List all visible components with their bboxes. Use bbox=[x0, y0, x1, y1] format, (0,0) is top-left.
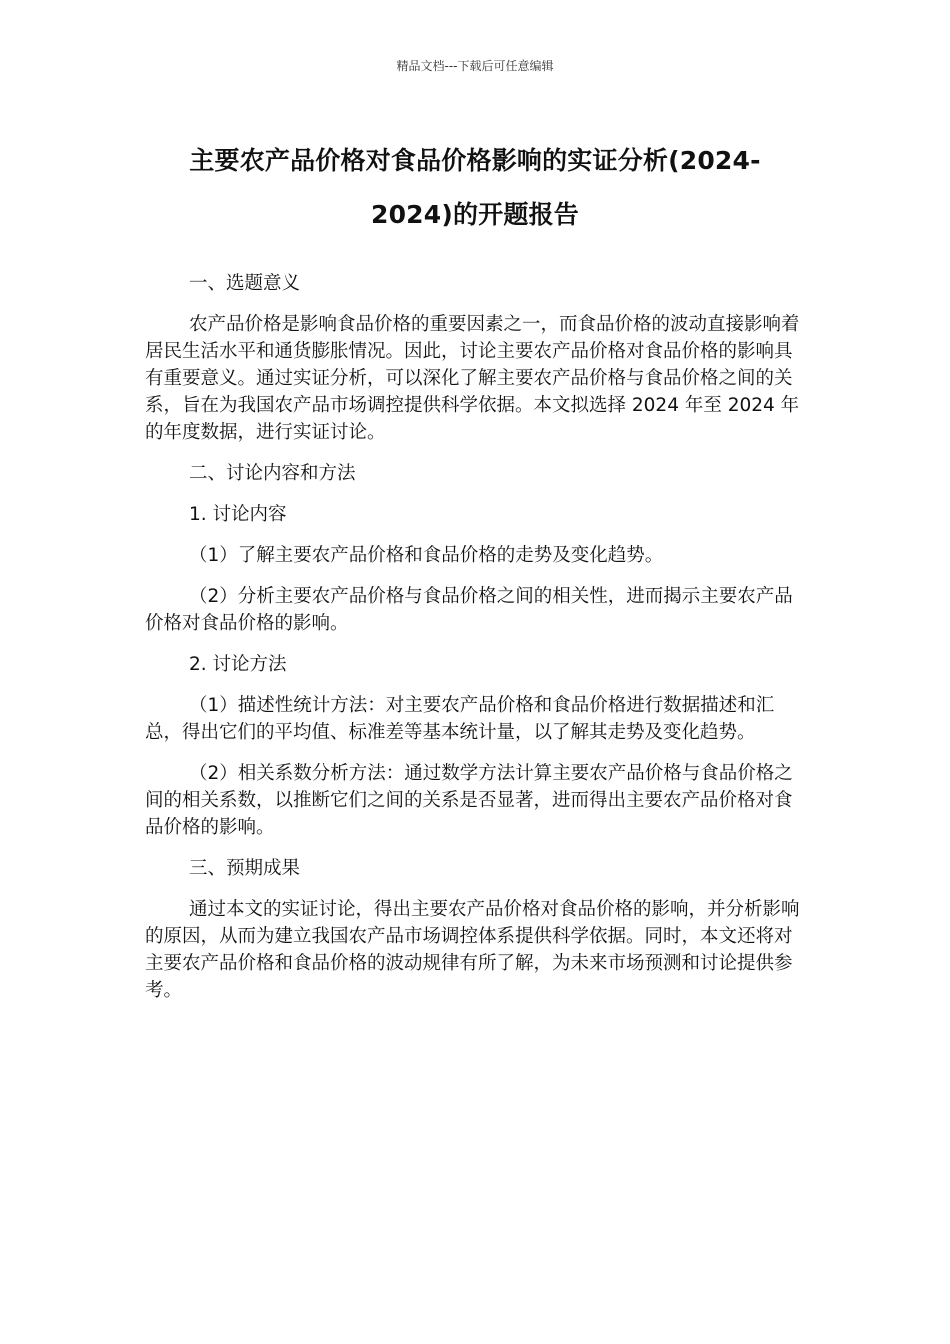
list-item-method-1: （1）描述性统计方法：对主要农产品价格和食品价格进行数据描述和汇总，得出它们的平均值、标准差等基本统计量，以了解其走势及变化趋势。 bbox=[145, 695, 775, 743]
list-item-method-2: （2）相关系数分析方法：通过数学方法计算主要农产品价格与食品价格之间的相关系数，以推断它们之间的关系是否显著，进而得出主要农产品价格对食品价格的影响。 bbox=[145, 763, 793, 838]
section-heading-expected-results: 三、预期成果 bbox=[189, 858, 301, 879]
list-item-content-2: （2）分析主要农产品价格与食品价格之间的相关性，进而揭示主要农产品价格对食品价格的影响。 bbox=[145, 586, 793, 634]
document-body bbox=[145, 270, 805, 1004]
subheading-content: 1. 讨论内容 bbox=[189, 504, 287, 525]
section-heading-significance: 一、选题意义 bbox=[189, 273, 301, 294]
header-note: 精品文档---下载后可任意编辑 bbox=[396, 59, 554, 73]
document-title: 主要农产品价格对食品价格影响的实证分析(2024-2024)的开题报告 bbox=[189, 146, 761, 229]
section-heading-content-methods: 二、讨论内容和方法 bbox=[189, 463, 356, 484]
list-item-content-1: （1）了解主要农产品价格和食品价格的走势及变化趋势。 bbox=[189, 545, 664, 566]
subheading-methods: 2. 讨论方法 bbox=[189, 654, 287, 675]
paragraph-significance: 农产品价格是影响食品价格的重要因素之一，而食品价格的波动直接影响着居民生活水平和通货膨胀情况。因此，讨论主要农产品价格对食品价格的影响具有重要意义。通过实证分析，可以深化了解主要农产品价格与食品价格之间的关系，旨在为我国农产品市场调控提供科学依据。本文拟选择 2024 年至 2024 年的年度数据，进行实证讨论。 bbox=[145, 314, 800, 443]
paragraph-expected-results: 通过本文的实证讨论，得出主要农产品价格对食品价格的影响，并分析影响的原因，从而为建立我国农产品市场调控体系提供科学依据。同时，本文还将对主要农产品价格和食品价格的波动规律有所了解，为未来市场预测和讨论提供参考。 bbox=[145, 899, 800, 1001]
